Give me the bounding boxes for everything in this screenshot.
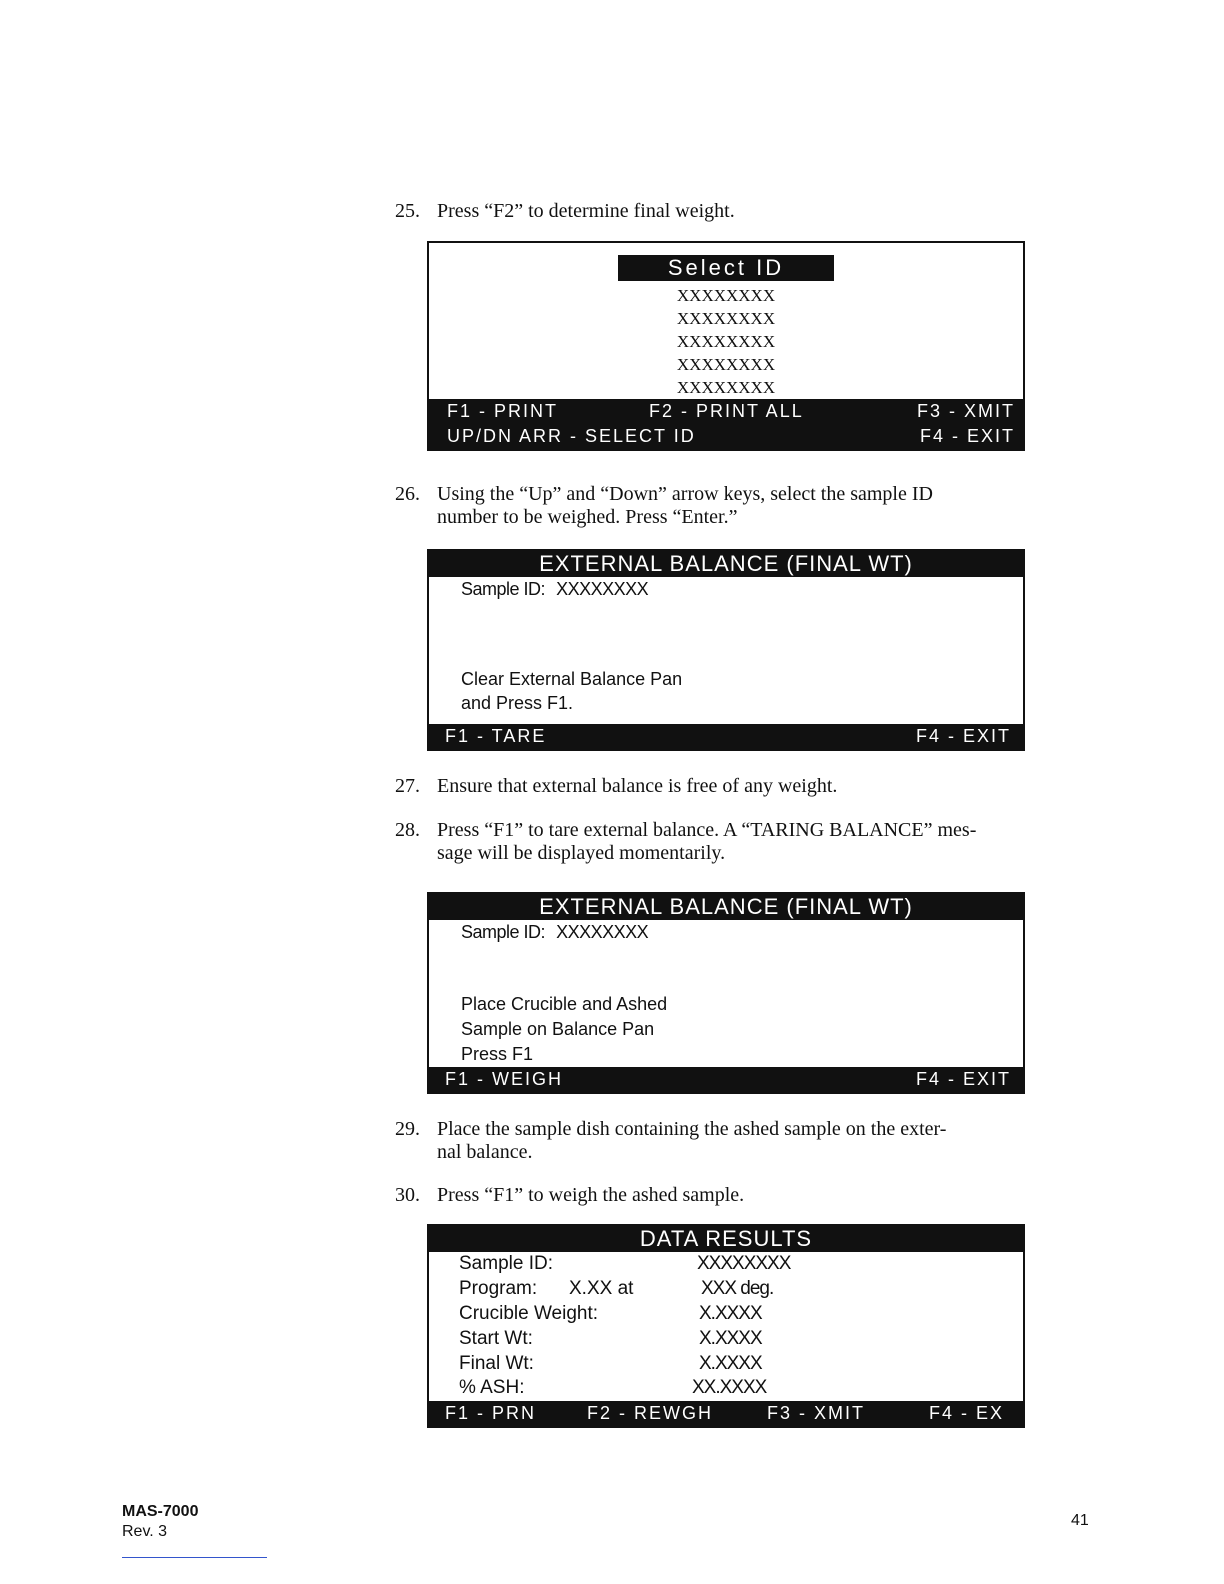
message-line-2: and Press F1. — [461, 693, 574, 713]
f1-prn-key[interactable]: F1 - PRN — [445, 1403, 537, 1423]
sample-id-value: XXXXXXXX — [556, 922, 649, 942]
f1-print-key[interactable]: F1 - PRINT — [447, 401, 559, 421]
screen-external-balance-weigh — [427, 892, 1025, 1094]
percent-ash-label: % ASH: — [459, 1377, 525, 1398]
screen-title: EXTERNAL BALANCE (FINAL WT) — [429, 894, 1023, 920]
list-item[interactable]: XXXXXXXX — [676, 309, 776, 328]
sample-id-value: XXXXXXXX — [697, 1253, 791, 1274]
screen-external-balance-tare — [427, 549, 1025, 751]
crucible-weight-value: X.XXXX — [699, 1303, 762, 1324]
f3-xmit-key[interactable]: F3 - XMIT — [767, 1403, 865, 1423]
function-key-bar — [429, 399, 1023, 449]
step-number: 28. — [395, 819, 420, 841]
function-key-bar — [429, 724, 1023, 749]
f1-weigh-key[interactable]: F1 - WEIGH — [445, 1069, 563, 1089]
revision: Rev. 3 — [122, 1523, 168, 1540]
program-time-value: X.XX at — [569, 1278, 634, 1299]
sample-id-line — [461, 579, 648, 600]
step-30 — [395, 1184, 1045, 1207]
screen-title: EXTERNAL BALANCE (FINAL WT) — [429, 551, 1023, 577]
f4-ex-key[interactable]: F4 - EX — [929, 1403, 1005, 1423]
list-item[interactable]: XXXXXXXX — [676, 378, 776, 397]
sample-id-label: Sample ID: — [461, 579, 546, 599]
function-key-bar — [429, 1401, 1023, 1426]
screen-title: Select ID — [618, 255, 834, 281]
updn-select-key[interactable]: UP/DN ARR - SELECT ID — [447, 426, 696, 446]
step-number: 30. — [395, 1184, 420, 1206]
start-wt-value: X.XXXX — [699, 1328, 762, 1349]
footer-rule — [122, 1557, 267, 1558]
step-26 — [395, 483, 1045, 529]
f1-tare-key[interactable]: F1 - TARE — [445, 726, 547, 746]
model-number: MAS-7000 — [122, 1503, 199, 1520]
program-label: Program: — [459, 1278, 538, 1299]
step-text-line-2: sage will be displayed momentarily. — [437, 842, 726, 864]
screen-data-results — [427, 1224, 1025, 1428]
step-number: 26. — [395, 483, 420, 505]
f3-xmit-key[interactable]: F3 - XMIT — [917, 401, 1015, 421]
f4-exit-key[interactable]: F4 - EXIT — [919, 426, 1015, 446]
program-temp-value: XXX deg. — [701, 1278, 774, 1299]
final-wt-value: X.XXXX — [699, 1353, 762, 1374]
id-list — [429, 284, 1023, 399]
f4-exit-key[interactable]: F4 - EXIT — [915, 726, 1011, 746]
step-number: 29. — [395, 1118, 420, 1140]
message-line-3: Press F1 — [461, 1044, 534, 1064]
sample-id-value: XXXXXXXX — [556, 579, 649, 599]
page-number: 41 — [1071, 1512, 1089, 1529]
percent-ash-value: XX.XXXX — [692, 1377, 767, 1398]
f4-exit-key[interactable]: F4 - EXIT — [915, 1069, 1011, 1089]
step-text-line-1: Press “F1” to tare external balance. A “TARING BALANCE” mes- — [437, 819, 977, 841]
step-28 — [395, 819, 1045, 865]
step-text: Ensure that external balance is free of any weight. — [437, 775, 838, 797]
step-text-line-2: number to be weighed. Press “Enter.” — [437, 506, 738, 528]
start-wt-label: Start Wt: — [459, 1328, 533, 1349]
step-text: Press “F1” to weigh the ashed sample. — [437, 1184, 745, 1206]
screen-select-id — [427, 241, 1025, 451]
step-29 — [395, 1118, 1045, 1164]
message-line-1: Clear External Balance Pan — [461, 669, 683, 689]
step-text: Press “F2” to determine final weight. — [437, 200, 735, 222]
final-wt-label: Final Wt: — [459, 1353, 534, 1374]
crucible-weight-label: Crucible Weight: — [459, 1303, 599, 1324]
sample-id-label: Sample ID: — [461, 922, 546, 942]
list-item[interactable]: XXXXXXXX — [676, 355, 776, 374]
f2-print-all-key[interactable]: F2 - PRINT ALL — [649, 401, 804, 421]
function-key-bar — [429, 1067, 1023, 1092]
list-item[interactable]: XXXXXXXX — [676, 286, 776, 305]
step-number: 27. — [395, 775, 420, 797]
step-text-line-1: Using the “Up” and “Down” arrow keys, select the sample ID — [437, 483, 933, 505]
message-line-2: Sample on Balance Pan — [461, 1019, 655, 1039]
message-line-1: Place Crucible and Ashed — [461, 994, 668, 1014]
step-number: 25. — [395, 200, 420, 222]
step-27 — [395, 775, 1045, 798]
step-25 — [395, 200, 1045, 223]
f2-rewgh-key[interactable]: F2 - REWGH — [587, 1403, 713, 1423]
list-item[interactable]: XXXXXXXX — [676, 332, 776, 351]
step-text-line-1: Place the sample dish containing the ashed sample on the exter- — [437, 1118, 947, 1140]
step-text-line-2: nal balance. — [437, 1141, 533, 1163]
sample-id-line — [461, 922, 648, 943]
screen-title: DATA RESULTS — [429, 1226, 1023, 1252]
sample-id-label: Sample ID: — [459, 1253, 553, 1274]
